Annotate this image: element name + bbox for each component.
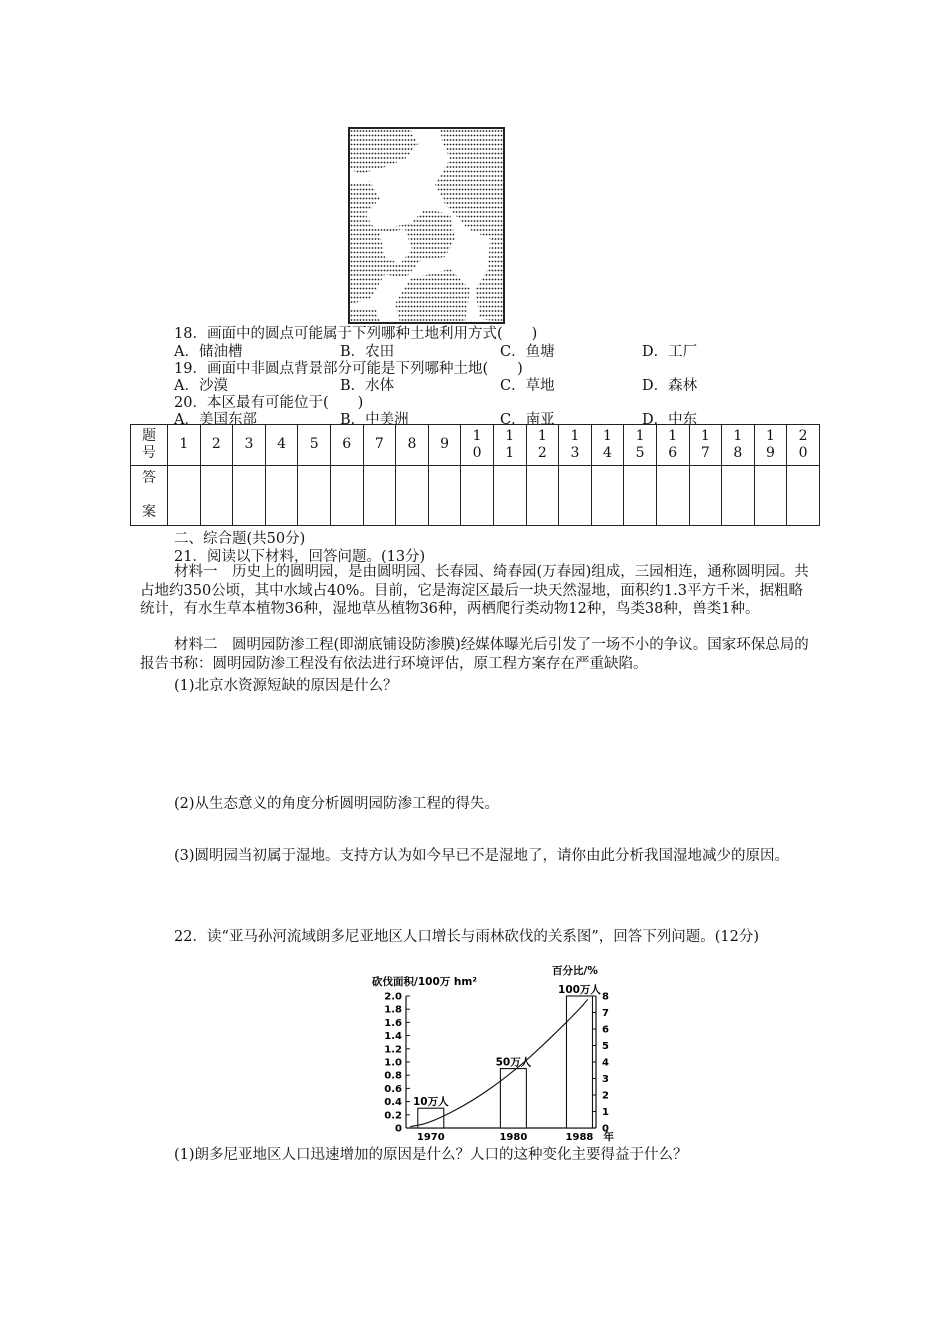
q18-option-b: B．农田 xyxy=(340,344,395,360)
q18-option-c: C．鱼塘 xyxy=(500,344,555,360)
q20-option-d: D．中东 xyxy=(642,412,698,428)
left-tick-label: 1.8 xyxy=(384,1004,402,1016)
bar-value-label: 10万人 xyxy=(412,1096,449,1109)
section-2-heading: 二、综合题(共50分) xyxy=(174,531,306,547)
q21-sub-question-2: (2)从生态意义的角度分析圆明园防渗工程的得失。 xyxy=(174,796,500,812)
question-number-cell: 3 xyxy=(233,425,266,466)
left-tick-label: 2.0 xyxy=(384,991,402,1003)
right-tick-label: 5 xyxy=(602,1041,609,1052)
q21-stem: 21．阅读以下材料，回答问题。(13分) xyxy=(174,549,426,565)
q21-sub-question-3: (3)圆明园当初属于湿地。支持方认为如今早已不是湿地了，请你由此分析我国湿地减少的原因。 xyxy=(174,848,790,864)
q19-option-a: A．沙漠 xyxy=(174,378,228,394)
answer-cell[interactable] xyxy=(265,465,298,525)
answer-cell[interactable] xyxy=(428,465,461,525)
right-tick-label: 8 xyxy=(602,991,609,1003)
q22-stem: 22．读“亚马孙河流域朗多尼亚地区人口增长与雨林砍伐的关系图”，回答下列问题。(12分) xyxy=(174,929,760,945)
question-number-cell: 1 5 xyxy=(624,425,657,466)
left-tick-label: 0 xyxy=(395,1123,402,1135)
answer-table-answer-row xyxy=(131,465,820,525)
answer-cell[interactable] xyxy=(200,465,233,525)
question-number-cell: 1 8 xyxy=(722,425,755,466)
q18-option-d: D．工厂 xyxy=(642,344,698,360)
question-number-cell: 1 3 xyxy=(559,425,592,466)
left-tick-label: 1.0 xyxy=(384,1057,402,1069)
question-number-cell: 2 xyxy=(200,425,233,466)
answer-cell[interactable] xyxy=(363,465,396,525)
left-tick-label: 0.2 xyxy=(384,1110,402,1122)
aerial-map-image xyxy=(348,127,505,324)
x-unit-label: 年 xyxy=(603,1131,614,1142)
question-number-cell: 7 xyxy=(363,425,396,466)
answer-cell[interactable] xyxy=(689,465,722,525)
answer-cell[interactable] xyxy=(493,465,526,525)
question-number-cell: 5 xyxy=(298,425,331,466)
answer-cell[interactable] xyxy=(298,465,331,525)
answer-cell[interactable] xyxy=(624,465,657,525)
question-number-cell: 1 7 xyxy=(689,425,722,466)
population-deforestation-chart xyxy=(370,960,660,1146)
left-tick-label: 1.6 xyxy=(384,1017,402,1029)
answer-cell[interactable] xyxy=(754,465,787,525)
question-number-cell: 1 0 xyxy=(461,425,494,466)
q20-option-b: B．中美洲 xyxy=(340,412,409,428)
answer-cell[interactable] xyxy=(330,465,363,525)
question-number-cell: 1 xyxy=(168,425,201,466)
question-number-cell: 6 xyxy=(330,425,363,466)
question-number-cell: 1 1 xyxy=(493,425,526,466)
q19-option-c: C．草地 xyxy=(500,378,555,394)
answer-cell[interactable] xyxy=(591,465,624,525)
q20-stem: 20．本区最有可能位于( ) xyxy=(174,395,364,411)
q19-option-b: B．水体 xyxy=(340,378,395,394)
answer-cell[interactable] xyxy=(526,465,559,525)
q20-option-c: C．南亚 xyxy=(500,412,555,428)
answer-cell[interactable] xyxy=(656,465,689,525)
population-bar xyxy=(566,996,592,1128)
q21-material-1: 材料一 历史上的圆明园，是由圆明园、长春园、绮春园(万春园)组成，三园相连，通称圆明园。共占地约350公顷，其中水域占40%。目前，它是海淀区最后一块天然湿地，面积约1.3平方千米，据粗略统计，有水生草本植物36种，湿地草丛植物36种，两栖爬行类动物12种，鸟类38种，兽类1种。 xyxy=(140,564,809,617)
q22-sub-question-1: (1)朗多尼亚地区人口迅速增加的原因是什么？人口的这种变化主要得益于什么？ xyxy=(174,1147,688,1163)
left-tick-label: 0.8 xyxy=(384,1070,402,1082)
question-number-cell: 1 9 xyxy=(754,425,787,466)
question-number-cell: 1 4 xyxy=(591,425,624,466)
q18-option-a: A．储油槽 xyxy=(174,344,243,360)
answer-cell[interactable] xyxy=(461,465,494,525)
left-tick-label: 0.4 xyxy=(384,1097,402,1109)
right-tick-label: 1 xyxy=(602,1107,609,1118)
answer-cell[interactable] xyxy=(559,465,592,525)
question-number-cell: 8 xyxy=(396,425,429,466)
right-axis-label: 百分比/% xyxy=(552,965,598,977)
x-tick-label: 1980 xyxy=(499,1132,528,1142)
bar-value-label: 50万人 xyxy=(495,1056,532,1069)
chart-svg xyxy=(370,960,660,1142)
left-tick-label: 0.6 xyxy=(384,1083,402,1095)
question-number-cell: 2 0 xyxy=(787,425,820,466)
left-tick-label: 1.4 xyxy=(384,1031,402,1043)
table-header-number: 题 号 xyxy=(131,425,168,466)
answer-table xyxy=(130,424,820,526)
right-tick-label: 0 xyxy=(602,1123,609,1135)
q21-material-2: 材料二 圆明园防渗工程(即湖底铺设防渗膜)经媒体曝光后引发了一场不小的争议。国家环保总局的报告书称：圆明园防渗工程没有依法进行环境评估，原工程方案存在严重缺陷。 xyxy=(140,637,809,672)
answer-cell[interactable] xyxy=(787,465,820,525)
q21-sub-question-1: (1)北京水资源短缺的原因是什么？ xyxy=(174,678,398,694)
table-header-answer: 答 案 xyxy=(131,465,168,525)
dot-pattern-figure xyxy=(350,129,503,322)
question-number-cell: 9 xyxy=(428,425,461,466)
left-axis-label: 砍伐面积/100万 hm² xyxy=(372,976,477,988)
right-tick-label: 4 xyxy=(602,1057,609,1069)
question-number-cell: 1 6 xyxy=(656,425,689,466)
answer-cell[interactable] xyxy=(722,465,755,525)
right-tick-label: 2 xyxy=(602,1090,609,1102)
q19-option-d: D．森林 xyxy=(642,378,698,394)
x-tick-label: 1970 xyxy=(416,1132,445,1142)
q20-option-a: A．美国东部 xyxy=(174,412,257,428)
answer-table-number-row xyxy=(131,425,820,466)
answer-cell[interactable] xyxy=(396,465,429,525)
question-number-cell: 4 xyxy=(265,425,298,466)
right-tick-label: 6 xyxy=(602,1024,609,1036)
right-tick-label: 3 xyxy=(602,1074,609,1085)
answer-cell[interactable] xyxy=(168,465,201,525)
answer-cell[interactable] xyxy=(233,465,266,525)
q18-stem: 18．画面中的圆点可能属于下列哪种土地利用方式( ) xyxy=(174,326,538,342)
left-tick-label: 1.2 xyxy=(384,1044,402,1056)
x-tick-label: 1988 xyxy=(565,1132,594,1142)
bar-value-label: 100万人 xyxy=(558,984,601,996)
right-tick-label: 7 xyxy=(602,1008,609,1019)
question-number-cell: 1 2 xyxy=(526,425,559,466)
q19-stem: 19．画面中非圆点背景部分可能是下列哪种土地( ) xyxy=(174,361,523,377)
